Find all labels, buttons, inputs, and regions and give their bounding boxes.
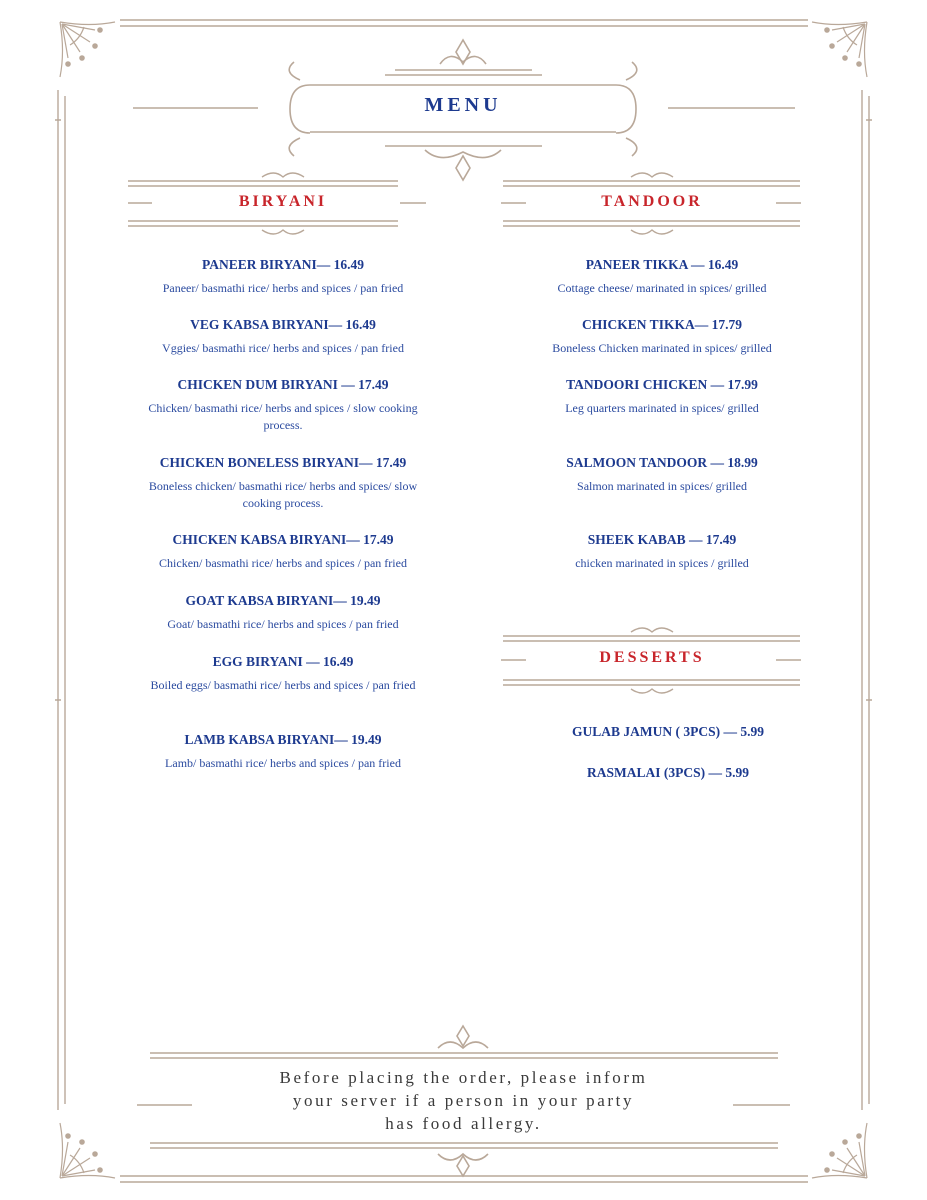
- menu-item: [123, 376, 443, 434]
- menu-item: [508, 764, 828, 782]
- item-desc: Vggies/ basmathi rice/ herbs and spices / pan fried: [162, 341, 404, 355]
- notice-line: your server if a person in your party: [292, 1091, 635, 1110]
- item-name: SHEEK KABAB — 17.49: [587, 532, 737, 547]
- menu-item: [508, 723, 828, 741]
- menu-item: [123, 731, 443, 772]
- item-name: GOAT KABSA BIRYANI— 19.49: [185, 593, 381, 608]
- item-desc: Chicken/ basmathi rice/ herbs and spices / pan fried: [159, 556, 407, 570]
- menu-item: [502, 256, 822, 297]
- corner-ornament-top-left: [60, 22, 115, 77]
- item-desc: Boiled eggs/ basmathi rice/ herbs and spices / pan fried: [150, 678, 416, 692]
- menu-item: [123, 653, 443, 694]
- biryani-heading: BIRYANI: [238, 193, 328, 210]
- item-name: CHICKEN DUM BIRYANI — 17.49: [177, 377, 389, 392]
- menu-item: [502, 531, 822, 572]
- notice-line: has food allergy.: [385, 1114, 542, 1133]
- menu-item: [123, 454, 443, 512]
- item-name: LAMB KABSA BIRYANI— 19.49: [184, 732, 382, 747]
- item-name: EGG BIRYANI — 16.49: [212, 654, 354, 669]
- item-name: PANEER BIRYANI— 16.49: [202, 257, 364, 272]
- item-name: RASMALAI (3PCS) — 5.99: [587, 765, 749, 780]
- menu-item: [123, 316, 443, 357]
- item-name: TANDOORI CHICKEN — 17.99: [566, 377, 758, 392]
- item-name: SALMOON TANDOOR — 18.99: [566, 455, 758, 470]
- item-desc: Paneer/ basmathi rice/ herbs and spices / pan fried: [162, 281, 404, 295]
- item-desc: Goat/ basmathi rice/ herbs and spices / pan fried: [167, 617, 399, 631]
- item-desc: Boneless Chicken marinated in spices/ grilled: [552, 341, 772, 355]
- menu-item: [502, 376, 822, 417]
- item-name: PANEER TIKKA — 16.49: [585, 257, 739, 272]
- menu-title: MENU: [424, 94, 502, 116]
- item-desc: chicken marinated in spices / grilled: [575, 556, 749, 570]
- item-name: CHICKEN KABSA BIRYANI— 17.49: [172, 532, 394, 547]
- item-desc: Lamb/ basmathi rice/ herbs and spices / pan fried: [165, 756, 401, 770]
- item-desc: Salmon marinated in spices/ grilled: [577, 479, 747, 493]
- item-desc: Cottage cheese/ marinated in spices/ grilled: [557, 281, 767, 295]
- item-desc: Boneless chicken/ basmathi rice/ herbs and spices/ slow cooking process.: [148, 479, 418, 510]
- notice-line: Before placing the order, please inform: [279, 1068, 648, 1087]
- item-desc: Leg quarters marinated in spices/ grilled: [565, 401, 759, 415]
- item-name: CHICKEN TIKKA— 17.79: [582, 317, 742, 332]
- item-name: CHICKEN BONELESS BIRYANI— 17.49: [159, 455, 407, 470]
- menu-item: [123, 256, 443, 297]
- allergy-notice: [240, 1066, 687, 1135]
- item-desc: Chicken/ basmathi rice/ herbs and spices / slow cooking process.: [148, 401, 418, 432]
- desserts-heading: DESSERTS: [599, 649, 705, 666]
- menu-item: [123, 531, 443, 572]
- item-name: VEG KABSA BIRYANI— 16.49: [190, 317, 376, 332]
- tandoor-heading: TANDOOR: [601, 193, 703, 210]
- menu-item: [502, 316, 822, 357]
- menu-item: [502, 454, 822, 495]
- menu-item: [123, 592, 443, 633]
- item-name: GULAB JAMUN ( 3PCS) — 5.99: [572, 724, 764, 739]
